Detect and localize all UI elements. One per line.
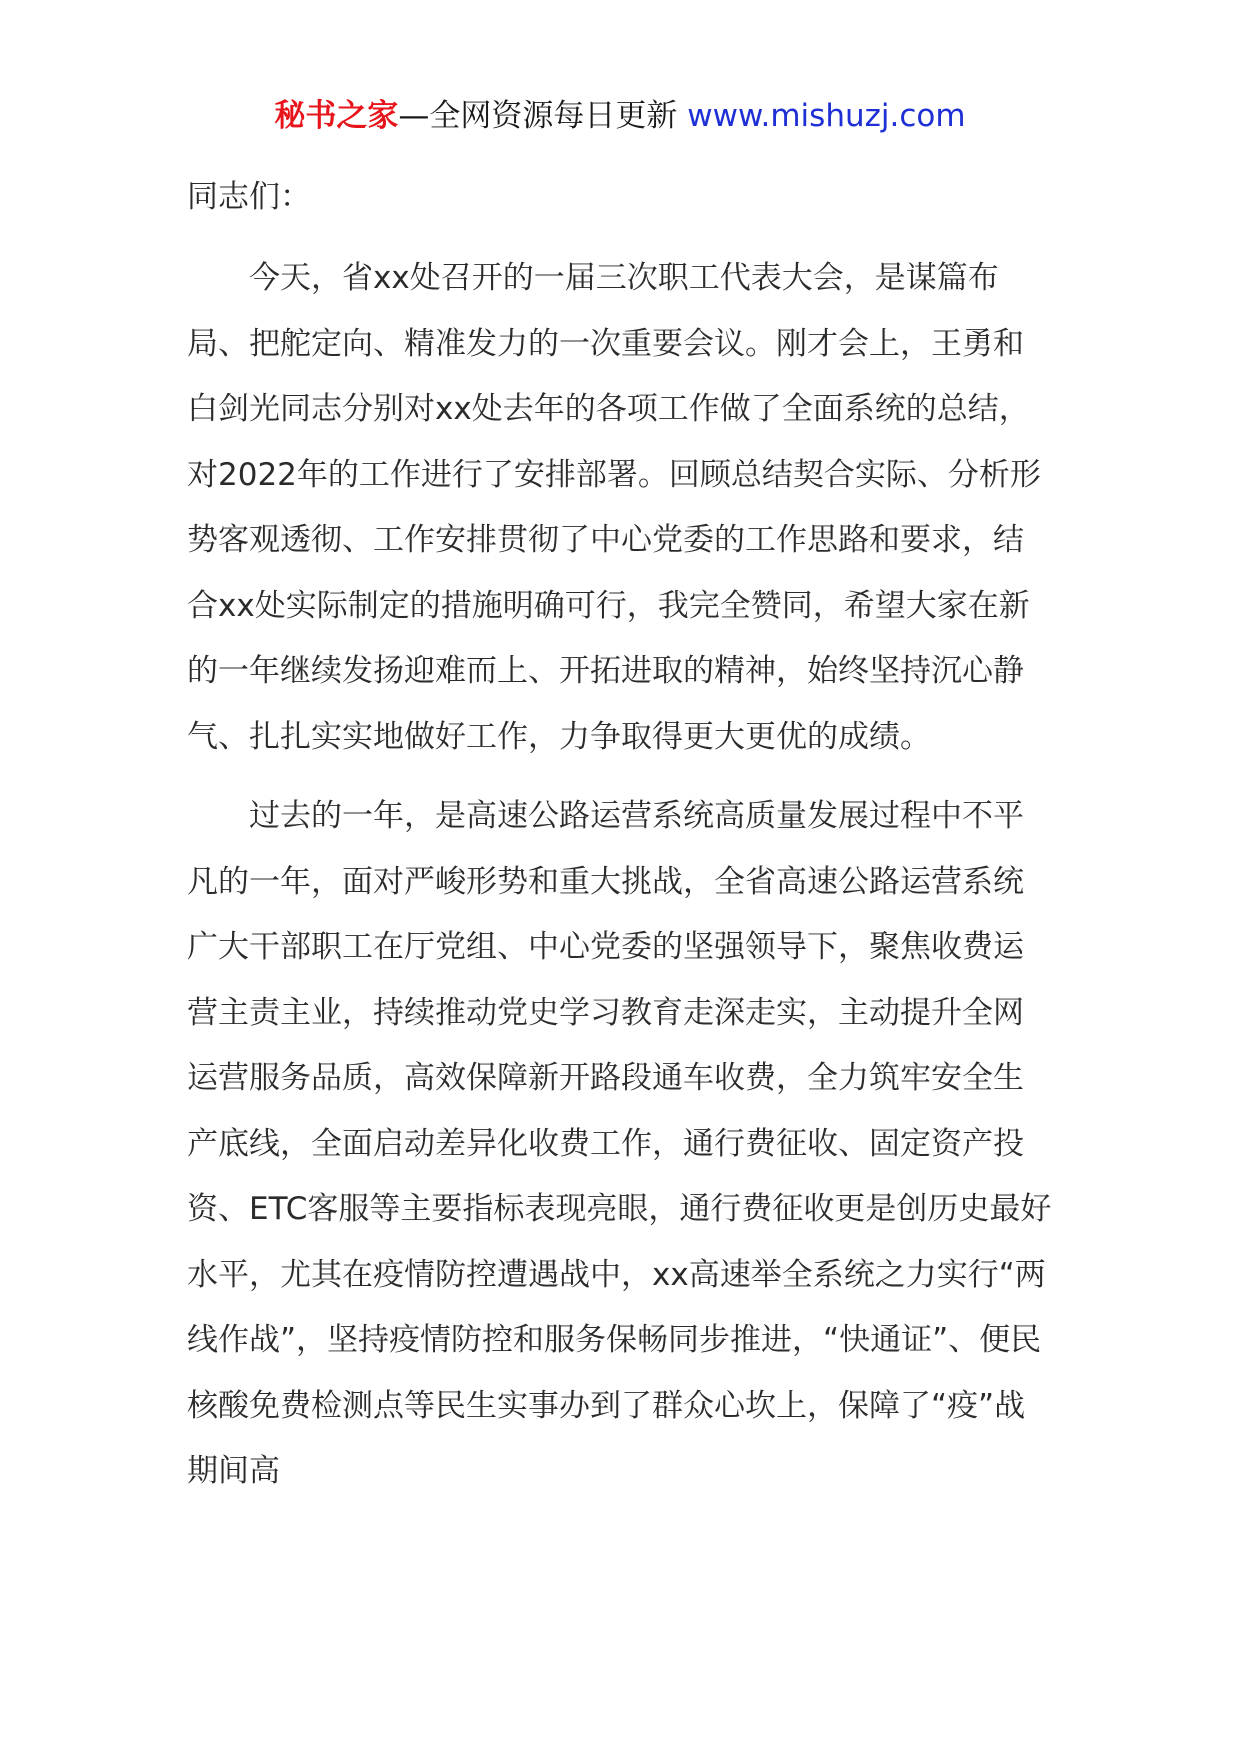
salutation: 同志们： [187, 179, 311, 215]
site-header [0, 96, 1240, 136]
header-tagline: —全网资源每日更新 [398, 98, 678, 134]
document-body [187, 164, 1053, 1519]
paragraph: 过去的一年，是高速公路运营系统高质量发展过程中不平凡的一年，面对严峻形势和重大挑战，全省高速公路运营系统广大干部职工在厅党组、中心党委的坚强领导下，聚焦收费运营主责主业，持续推动党史学习教育走深走实，主动提升全网运营服务品质，高效保障新开路段通车收费，全力筑牢安全生产底线，全面启动差异化收费工作，通行费征收、固定资产投资、ETC客服等主要指标表现亮眼，通行费征收更是创历史最好水平，尤其在疫情防控遭遇战中，xx高速举全系统之力实行“两线作战”，坚持疫情防控和服务保畅同步推进，“快通证”、便民核酸免费检测点等民生实事办到了群众心坎上，保障了“疫”战期间高 [187, 798, 1052, 1489]
brand-name: 秘书之家 [274, 98, 399, 134]
site-url-link[interactable]: www.mishuzj.com [687, 98, 966, 134]
paragraph: 今天，省xx处召开的一届三次职工代表大会，是谋篇布局、把舵定向、精准发力的一次重要会议。刚才会上，王勇和白剑光同志分别对xx处去年的各项工作做了全面系统的总结，对2022年的工作进行了安排部署。回顾总结契合实际、分析形势客观透彻、工作安排贯彻了中心党委的工作思路和要求，结合xx处实际制定的措施明确可行，我完全赞同，希望大家在新的一年继续发扬迎难而上、开拓进取的精神，始终坚持沉心静气、扎扎实实地做好工作，力争取得更大更优的成绩。 [187, 260, 1041, 755]
